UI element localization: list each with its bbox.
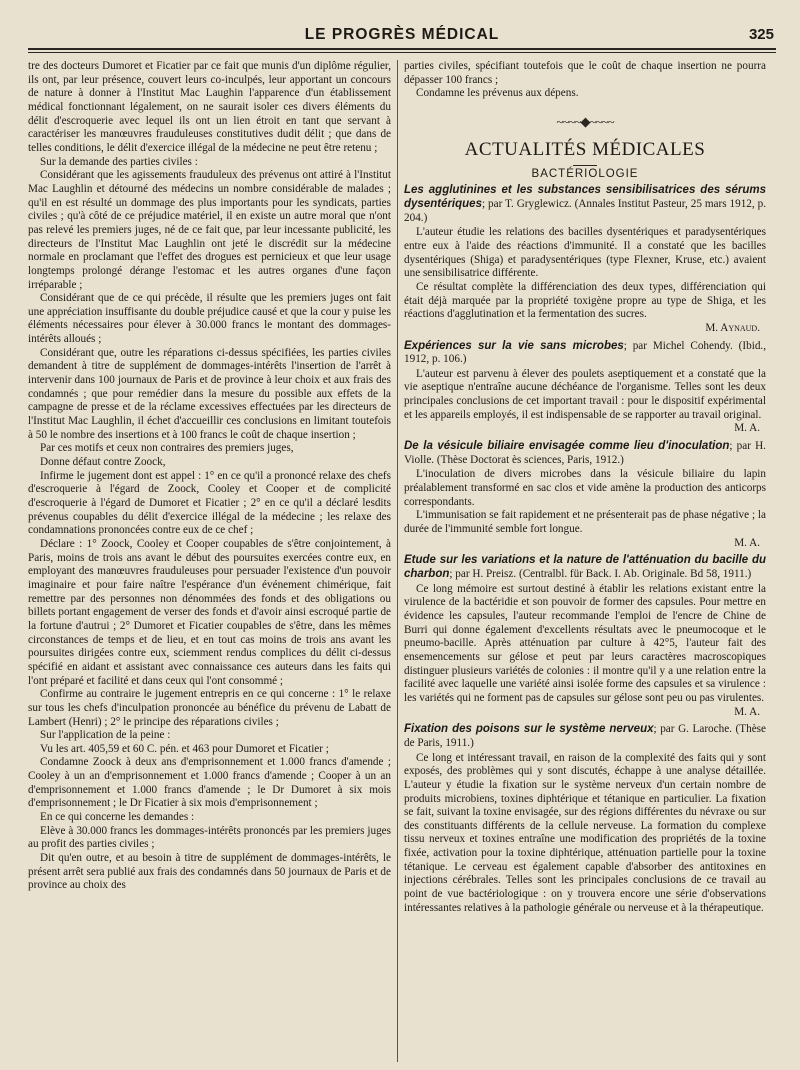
- entry-signature: M. A.: [734, 422, 760, 435]
- entry-heading: [404, 723, 766, 750]
- entry-signature: M. A.: [734, 536, 760, 549]
- left-paragraph: Sur l'application de la peine :: [40, 729, 171, 742]
- entry-paragraph: Ce long mémoire est surtout destiné à établir les relations existant entre la virulence de la bactéridie et son pouvoir de former des capsules. Pour mettre en évidence les capsules, l'auteur recommande l'emploi de l'encre de Chine de Burri qui donne également d'excellents résultats avec le pneumocoque et le pneumo-bacille. Après atténuation par culture à 42°5, l'auteur fait des ensemencements sur gélose et peut par leurs caractères macroscopiques distinguer plusieurs variétés de colonies : il montre qu'il y a une relation entre la facilité avec laquelle une variété ainsi isolée forme des capsules et sa virulence : les variétés qui ne forment pas de capsules sur gélose sont peu ou pas virulentes.: [404, 582, 766, 704]
- left-paragraph: Dit qu'en outre, et au besoin à titre de supplément de dommages-intérêts, le présent arrêt sera publié aux frais des condamnés dans 50 journaux de Paris et de province au choix des: [28, 852, 391, 892]
- entry-paragraph: L'immunisation se fait rapidement et ne présenterait pas de phase négative ; la durée de l'immunité semble fort longue.: [404, 509, 766, 536]
- entry-title: Fixation des poisons sur le système nerveux: [404, 723, 654, 736]
- entry-heading: [404, 554, 766, 581]
- entry-title: Etude sur les variations et la nature de l'atténuation du bacille du charbon: [404, 554, 766, 580]
- entry-byline: ; par G. Laroche. (Thèse de Paris, 1911.): [404, 723, 766, 749]
- entry-heading: [404, 340, 766, 367]
- page-header: [28, 24, 776, 50]
- entry-paragraph: L'inoculation de divers microbes dans la vésicule biliaire du lapin préalablement transformé en sac clos et vide amène la production des anticorps correspondants.: [404, 468, 766, 508]
- article-entry: [404, 184, 766, 335]
- entry-paragraph: Ce long et intéressant travail, en raison de la complexité des faits qui y sont exposés, des problèmes qui y sont discutés, échappe à une analyse détaillée. L'auteur y étudie la fixation sur le système nerveux d'un certain nombre de produits microbiens, toxines diphtérique et tétanique en particulier. La fixation se fait, suivant la toxine envisagée, sur des régions différentes du névraxe ou sur des constituants différents de la cellule nerveuse. La formation du complexe tissu nerveux et toxines entraîne une modification des propriétés de la toxine fixée, activation pour la toxine diphtérique, atténuation partielle pour la toxine tétanique. Le cerveau est également capable d'absorber des antitoxines en injections cérébrales. Telles sont les principales conclusions de ce travail au point de vue bactériologique : on y trouvera encore une série d'observations intéressantes relatives à la pathologie générale ou nerveuse et à la thérapeutique.: [404, 751, 766, 914]
- article-entry: [404, 554, 766, 719]
- article-entry: [404, 723, 766, 915]
- left-paragraph: Considérant que de ce qui précède, il résulte que les premiers juges ont fait une appréciation insuffisante du double préjudice causé et que la cour y puise les éléments nécessaires pour élever à 30.000 francs le montant des dommages-intérêts alloués ;: [28, 292, 391, 346]
- entry-paragraph: Ce résultat complète la différenciation des deux types, différenciation qui était déjà marquée par la propriété toxigène propre au type de Shiga, et les réactions d'agglutination et la fermentation des sucres.: [404, 280, 766, 321]
- page-number: 325: [748, 26, 774, 43]
- left-paragraph: Vu les art. 405,59 et 60 C. pén. et 463 pour Dumoret et Ficatier ;: [40, 742, 329, 755]
- left-paragraph: Considérant que les agissements frauduleux des prévenus ont attiré à l'Institut Mac Laughlin et détourné des médecins un nombre considérable de malades ; qu'il en est résulté un dommage des plus importants pour les syndicats, parties civiles ; qu'à côté de ce préjudice matériel, il en existe un autre moral que n'ont pas relevé les premiers juges, né de ce fait que, par leur incessante publicité, les directeurs de l'Institut Mac Laughlin ont jeté le discrédit sur la médecine normale en proclamant que l'effet des drogues est pernicieux et que leur usage longtemps prolongé dérange l'estomac et les autres organes d'une façon irréparable ;: [28, 169, 391, 291]
- entry-byline: ; par T. Gryglewicz. (Annales Institut Pasteur, 25 mars 1912, p. 204.): [404, 197, 766, 224]
- entry-title: Les agglutinines et les substances sensibilisatrices des sérums dysentériques: [404, 184, 766, 210]
- right-intro-paragraph: parties civiles, spécifiant toutefois que le coût de chaque insertion ne pourra dépasser 100 francs ;: [404, 60, 766, 86]
- left-paragraph: Donne défaut contre Zoock,: [40, 456, 166, 469]
- entry-title: De la vésicule biliaire envisagée comme lieu d'inoculation: [404, 440, 730, 453]
- left-paragraph: Sur la demande des parties civiles :: [40, 155, 198, 168]
- left-paragraph: Condamne Zoock à deux ans d'emprisonnement et 1.000 francs d'amende ; Cooley à un an d'emprisonnement et 1.000 francs d'amende ; Cooper à un an d'emprisonnement et 1.000 francs d'amende ; le Dr Dumoret à six mois d'emprisonnement ; le Dr Ficatier à six mois d'emprisonnement ;: [28, 756, 391, 810]
- ornament-divider: ~~~~◆~~~~: [556, 113, 614, 129]
- left-paragraph: Confirme au contraire le jugement entrepris en ce qui concerne : 1° le relaxe sur tous les chefs d'inculpation prononcée au bénéfice du prévenu de Labatt de Lambert (Henri) ; 2° le principe des réparations civiles ;: [28, 688, 391, 728]
- left-paragraph: tre des docteurs Dumoret et Ficatier par ce fait que munis d'un diplôme régulier, ils ont, par leur présence, couvert leurs co-inculpés, leur apportant un concours de nature à donner à l'Institut Mac Laughin l'apparence d'un établissement médical fonctionnant légalement, on ne saurait isoler ces divers éléments du délit d'escroquerie avec lequel ils ont un lien étroit en tant que servant à caractériser les manœuvres frauduleuses constitutives dudit délit ; que dans de telles conditions, le délit d'exercice illégal de la médecine ne peut être retenu ;: [28, 60, 391, 154]
- header-rule: [28, 48, 776, 53]
- entry-signature: M. A.: [734, 705, 760, 718]
- left-column: [28, 60, 391, 1070]
- section-rule: [573, 165, 597, 166]
- left-paragraph: Par ces motifs et ceux non contraires des premiers juges,: [40, 442, 294, 455]
- left-paragraph: Infirme le jugement dont est appel : 1° en ce qu'il a prononcé relaxe des chefs d'escroquerie à l'égard de Zoock, Cooley et Cooper et de complicité d'escroquerie à l'égard de Dumoret et Ficatier ; 2° en ce qu'il a déclaré lesdits prévenus coupables du délit d'exercice illégal de la médecine ; les relaxe des condamnations prononcées contre eux de ce chef ;: [28, 469, 391, 537]
- column-divider: [397, 60, 398, 1062]
- entry-byline: ; par Michel Cohendy. (Ibid., 1912, p. 106.): [404, 339, 766, 366]
- right-intro-paragraph: Condamne les prévenus aux dépens.: [416, 87, 579, 100]
- subsection-title: BACTÉRIOLOGIE: [531, 167, 639, 180]
- entry-title: Expériences sur la vie sans microbes: [404, 339, 624, 352]
- entry-byline: ; par H. Preisz. (Centralbl. für Back. I. Ab. Originale. Bd 58, 1911.): [449, 568, 752, 580]
- left-paragraph: Déclare : 1° Zoock, Cooley et Cooper coupables de s'être conjointement, à Paris, moins de trois ans avant le début des poursuites exercées contre eux, en employant des manœuvres frauduleuses pour persuader l'existence d'un pouvoir imaginaire et pour faire naître l'espérance d'un événement chimérique, fait remettre par des personnes non dénommées des fonds et des obligations ou billets portant engagement de verser des fonds et d'avoir ainsi escroqué partie de la fortune d'autrui ; 2° Dumoret et Ficatier coupables de s'être, dans les mêmes circonstances de temps et de lieu, et en tout cas moins de trois ans avant les poursuites dirigées contre eux, sciemment rendus complices du délit ci-dessus spécifié en aidant et assistant avec connaissance ces auteurs dans les faits qui l'ont préparé et facilité et dans ceux qui l'ont consommé ;: [28, 537, 391, 687]
- left-paragraph: Considérant que, outre les réparations ci-dessus spécifiées, les parties civiles demandent à titre de supplément de dommages-intérêts l'insertion de l'arrêt à intervenir dans 100 journaux de Paris et de province à leur choix et aux frais des condamnés ; que pour remédier dans la mesure du possible aux effets de la campagne de presse et de la réclame excessives effectuées par les directeurs de l'Institut Mac Laughlin, il échet d'accueillir ces conclusions en limitant toutefois à 50 le nombre des insertions et à 100 francs le coût de chaque insertion ;: [28, 346, 391, 441]
- article-entry: [404, 340, 766, 437]
- entry-signature: M. Aynaud.: [705, 321, 760, 334]
- journal-title: LE PROGRÈS MÉDICAL: [304, 26, 500, 43]
- entry-paragraph: L'auteur est parvenu à élever des poulets aseptiquement et a constaté que la vie aseptique n'entraîne aucune déchéance de l'organisme. Telles sont les deux principales conclusions de cet important travail : pour le dispositif expérimental et les appareils employés, il est indispensable de se rapporter au travail original.: [404, 367, 766, 421]
- left-paragraph: En ce qui concerne les demandes :: [40, 811, 195, 824]
- right-column: [404, 60, 766, 1070]
- left-paragraph: Elève à 30.000 francs les dommages-intérêts prononcés par les premiers juges au profit des parties civiles ;: [28, 824, 391, 851]
- entry-heading: [404, 440, 766, 467]
- section-title: ACTUALITÉS MÉDICALES: [464, 138, 706, 160]
- article-entry: [404, 440, 766, 550]
- entry-heading: [404, 184, 766, 225]
- entry-paragraph: L'auteur étudie les relations des bacilles dysentériques et paradysentériques entre eux à l'aide des réactions d'immunité. Il a constaté que les bacilles dysentériques (Shiga) et paradysentériques (type Flexner, Kruse, etc.) avaient une sensibilisatrice différente.: [404, 226, 766, 280]
- entry-byline: ; par H. Violle. (Thèse Doctorat ès sciences, Paris, 1912.): [404, 440, 766, 466]
